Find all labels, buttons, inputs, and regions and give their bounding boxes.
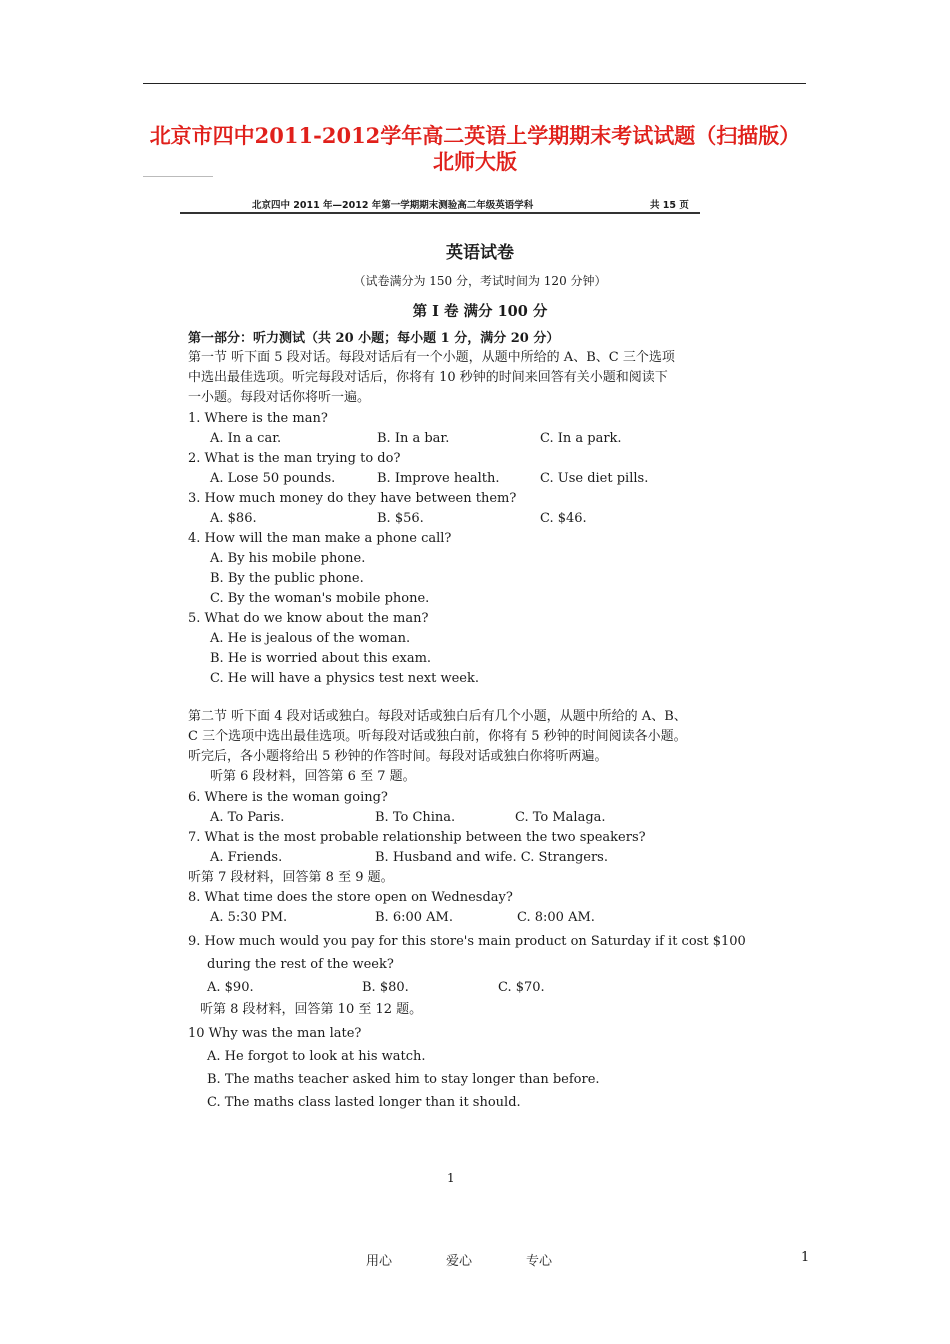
option-c: C. In a park. (540, 431, 622, 446)
question-7: 7. What is the most probable relationship between the two speakers? (188, 830, 646, 845)
option-c: C. $46. (540, 511, 587, 526)
scan-header-right: 共 15 页 (650, 200, 689, 211)
scan-page-number: 1 (447, 1171, 455, 1185)
section2-instructions: 第二节 听下面 4 段对话或独白。每段对话或独白后有几个小题，从题中所给的 A、B、 (188, 709, 687, 724)
material-heading: 听第 6 段材料，回答第 6 至 7 题。 (210, 769, 416, 784)
option-bc: B. Husband and wife. C. Strangers. (375, 850, 608, 865)
document-title: 北京市四中2011-2012学年高二英语上学期期末考试试题（扫描版） (149, 123, 801, 148)
option-a: A. 5:30 PM. (210, 910, 288, 925)
exam-title: 英语试卷 (446, 243, 514, 263)
section1-instructions: 中选出最佳选项。听完每段对话后，你将有 10 秒钟的时间来回答有关小题和阅读下 (188, 370, 668, 385)
scanned-exam-page (180, 186, 780, 1196)
exam-subtitle: （试卷满分为 150 分，考试时间为 120 分钟） (353, 274, 607, 288)
question-5: 5. What do we know about the man? (188, 611, 429, 626)
section2-instructions: C 三个选项中选出最佳选项。听每段对话或独白前，你将有 5 秒钟的时间阅读各小题。 (188, 729, 687, 744)
option-b: B. $80. (362, 980, 409, 995)
option-a: A. $90. (207, 980, 254, 995)
scan-header (180, 194, 700, 214)
option-b: B. 6:00 AM. (375, 910, 453, 925)
question-9-continued: during the rest of the week? (207, 957, 394, 972)
footer-item: 爱心 (446, 1254, 473, 1269)
option-b: B. To China. (375, 810, 456, 825)
option-a: A. Friends. (210, 850, 283, 865)
part1-heading: 第一部分：听力测试（共 20 小题；每小题 1 分，满分 20 分） (188, 331, 560, 346)
option-b: B. He is worried about this exam. (210, 651, 432, 666)
option-c: C. $70. (498, 980, 545, 995)
question-8: 8. What time does the store open on Wednesday? (188, 890, 513, 905)
option-a: A. He forgot to look at his watch. (207, 1049, 426, 1064)
option-b: B. Improve health. (377, 471, 500, 486)
section2-instructions: 听完后，各小题将给出 5 秒钟的作答时间。每段对话或独白你将听两遍。 (188, 749, 608, 764)
material-heading: 听第 8 段材料，回答第 10 至 12 题。 (200, 1002, 423, 1017)
question-3: 3. How much money do they have between them? (188, 491, 517, 506)
option-c: C. To Malaga. (515, 810, 606, 825)
option-c: C. He will have a physics test next week. (210, 671, 479, 686)
option-c: C. The maths class lasted longer than it should. (207, 1095, 521, 1110)
section1-instructions: 一小题。每段对话你将听一遍。 (188, 390, 371, 405)
section1-instructions: 第一节 听下面 5 段对话。每段对话后有一个小题，从题中所给的 A、B、C 三个选项 (188, 350, 675, 365)
scan-header-left: 北京四中 2011 年—2012 年第一学期期末测验高二年级英语学科 (252, 200, 534, 211)
page-number: 1 (801, 1250, 810, 1265)
question-6: 6. Where is the woman going? (188, 790, 388, 805)
question-9: 9. How much would you pay for this store's main product on Saturday if it cost $100 (188, 934, 746, 949)
footer-item: 专心 (526, 1254, 553, 1269)
document-subtitle: 北师大版 (433, 149, 517, 174)
material-heading: 听第 7 段材料，回答第 8 至 9 题。 (188, 870, 394, 885)
question-10: 10 Why was the man late? (188, 1026, 362, 1041)
divider (143, 176, 213, 177)
question-2: 2. What is the man trying to do? (188, 451, 401, 466)
option-c: C. By the woman's mobile phone. (210, 591, 430, 606)
option-a: A. He is jealous of the woman. (210, 631, 411, 646)
option-a: A. In a car. (210, 431, 282, 446)
option-b: B. By the public phone. (210, 571, 364, 586)
option-a: A. By his mobile phone. (210, 551, 366, 566)
option-c: C. Use diet pills. (540, 471, 649, 486)
option-a: A. To Paris. (210, 810, 285, 825)
option-a: A. Lose 50 pounds. (210, 471, 336, 486)
question-4: 4. How will the man make a phone call? (188, 531, 452, 546)
option-b: B. In a bar. (377, 431, 450, 446)
option-b: B. $56. (377, 511, 424, 526)
option-c: C. 8:00 AM. (517, 910, 595, 925)
option-a: A. $86. (210, 511, 257, 526)
volume-heading: 第 I 卷 满分 100 分 (412, 303, 548, 320)
footer-item: 用心 (366, 1254, 393, 1269)
top-rule (143, 83, 806, 84)
question-1: 1. Where is the man? (188, 411, 328, 426)
option-b: B. The maths teacher asked him to stay longer than before. (207, 1072, 600, 1087)
